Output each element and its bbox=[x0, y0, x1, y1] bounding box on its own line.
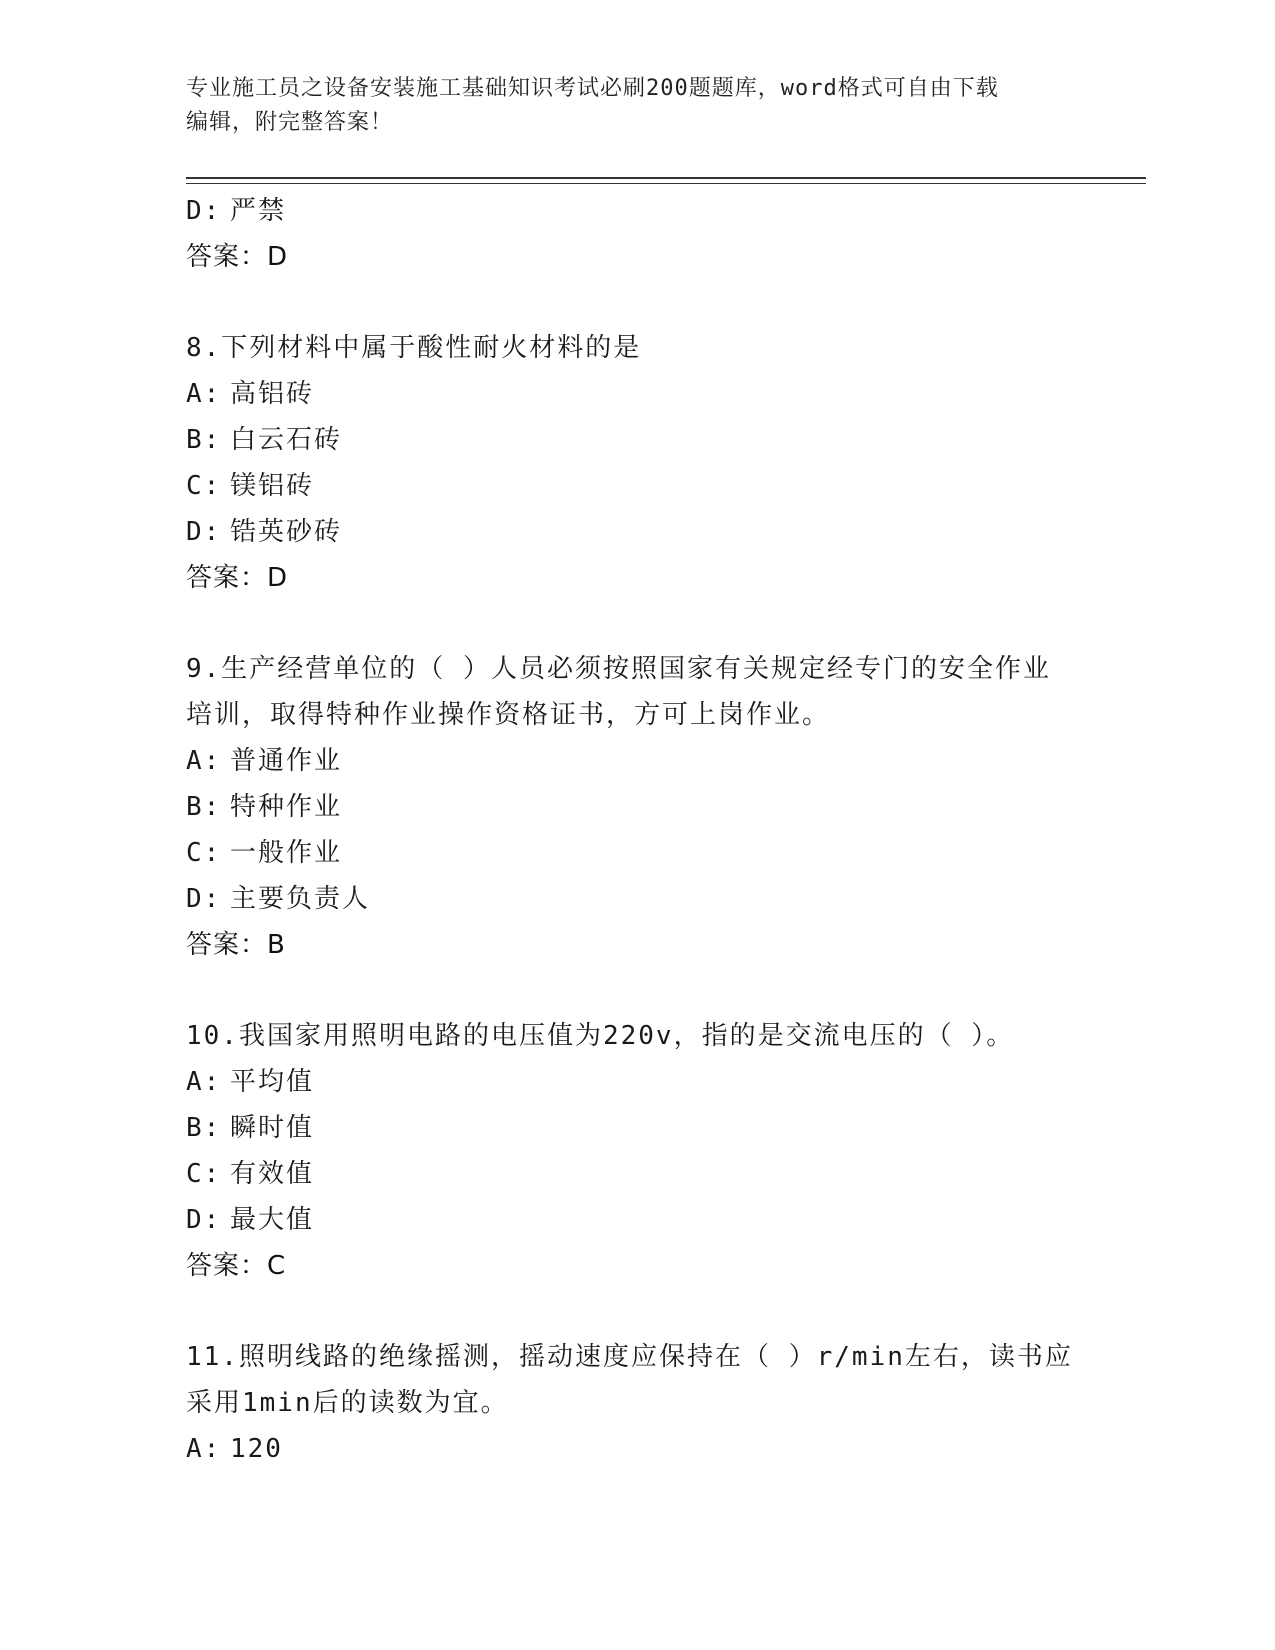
option-text: 特种作业 bbox=[230, 792, 343, 822]
option-text: 严禁 bbox=[230, 196, 287, 226]
option-d bbox=[186, 876, 1086, 922]
question-text: 8.下列材料中属于酸性耐火材料的是 bbox=[186, 333, 642, 363]
option-d bbox=[186, 509, 1086, 555]
header-divider-thick bbox=[186, 177, 1146, 179]
option-text: 锆英砂砖 bbox=[230, 517, 343, 547]
option-text: 普通作业 bbox=[230, 746, 343, 776]
option-text: 瞬时值 bbox=[230, 1113, 315, 1143]
option-text: 平均值 bbox=[230, 1067, 315, 1097]
option-label: B: bbox=[186, 425, 222, 455]
option-label: A: bbox=[186, 746, 222, 776]
question-text-line2: 培训，取得特种作业操作资格证书，方可上岗作业。 bbox=[186, 700, 831, 730]
option-text: 主要负责人 bbox=[230, 884, 371, 914]
option-label: C: bbox=[186, 471, 222, 501]
question-10 bbox=[186, 1013, 1086, 1289]
answer: 答案：D bbox=[186, 563, 289, 593]
header-title-line2: 编辑，附完整答案！ bbox=[186, 110, 394, 135]
answer: 答案：C bbox=[186, 1251, 287, 1281]
option-d bbox=[186, 1197, 1086, 1243]
option-a bbox=[186, 738, 1086, 784]
question-text-line2: 采用1min后的读数为宜。 bbox=[186, 1388, 509, 1418]
option-text: 120 bbox=[230, 1434, 283, 1464]
option-label: C: bbox=[186, 838, 222, 868]
option-text: 一般作业 bbox=[230, 838, 343, 868]
header-title-line1: 专业施工员之设备安装施工基础知识考试必刷200题题库，word格式可自由下载 bbox=[186, 76, 999, 101]
question-text-line1: 9.生产经营单位的（ ）人员必须按照国家有关规定经专门的安全作业 bbox=[186, 654, 1051, 684]
option-label: D: bbox=[186, 517, 222, 547]
option-label: C: bbox=[186, 1159, 222, 1189]
document-header bbox=[186, 72, 1066, 140]
question-list bbox=[186, 188, 1086, 1472]
option-a bbox=[186, 1426, 1086, 1472]
prev-option-d bbox=[186, 188, 1086, 234]
option-label: A: bbox=[186, 1067, 222, 1097]
option-text: 最大值 bbox=[230, 1205, 315, 1235]
option-b bbox=[186, 417, 1086, 463]
question-11 bbox=[186, 1334, 1086, 1472]
option-label: D: bbox=[186, 1205, 222, 1235]
option-text: 高铝砖 bbox=[230, 379, 315, 409]
option-c bbox=[186, 463, 1086, 509]
question-text: 10.我国家用照明电路的电压值为220v，指的是交流电压的（ ）。 bbox=[186, 1021, 1015, 1051]
option-label: B: bbox=[186, 792, 222, 822]
option-label: A: bbox=[186, 1434, 222, 1464]
prev-answer: 答案：D bbox=[186, 242, 289, 272]
option-c bbox=[186, 830, 1086, 876]
option-a bbox=[186, 371, 1086, 417]
option-label: D: bbox=[186, 884, 222, 914]
option-label: A: bbox=[186, 379, 222, 409]
option-text: 白云石砖 bbox=[230, 425, 343, 455]
question-text-line1: 11.照明线路的绝缘摇测，摇动速度应保持在（ ）r/min左右，读书应 bbox=[186, 1342, 1073, 1372]
option-label: D: bbox=[186, 196, 222, 226]
question-9 bbox=[186, 646, 1086, 968]
option-c bbox=[186, 1151, 1086, 1197]
option-b bbox=[186, 784, 1086, 830]
option-text: 镁铝砖 bbox=[230, 471, 315, 501]
header-divider-thin bbox=[186, 183, 1146, 184]
option-label: B: bbox=[186, 1113, 222, 1143]
option-a bbox=[186, 1059, 1086, 1105]
answer: 答案：B bbox=[186, 930, 286, 960]
option-text: 有效值 bbox=[230, 1159, 315, 1189]
option-b bbox=[186, 1105, 1086, 1151]
question-8 bbox=[186, 325, 1086, 601]
